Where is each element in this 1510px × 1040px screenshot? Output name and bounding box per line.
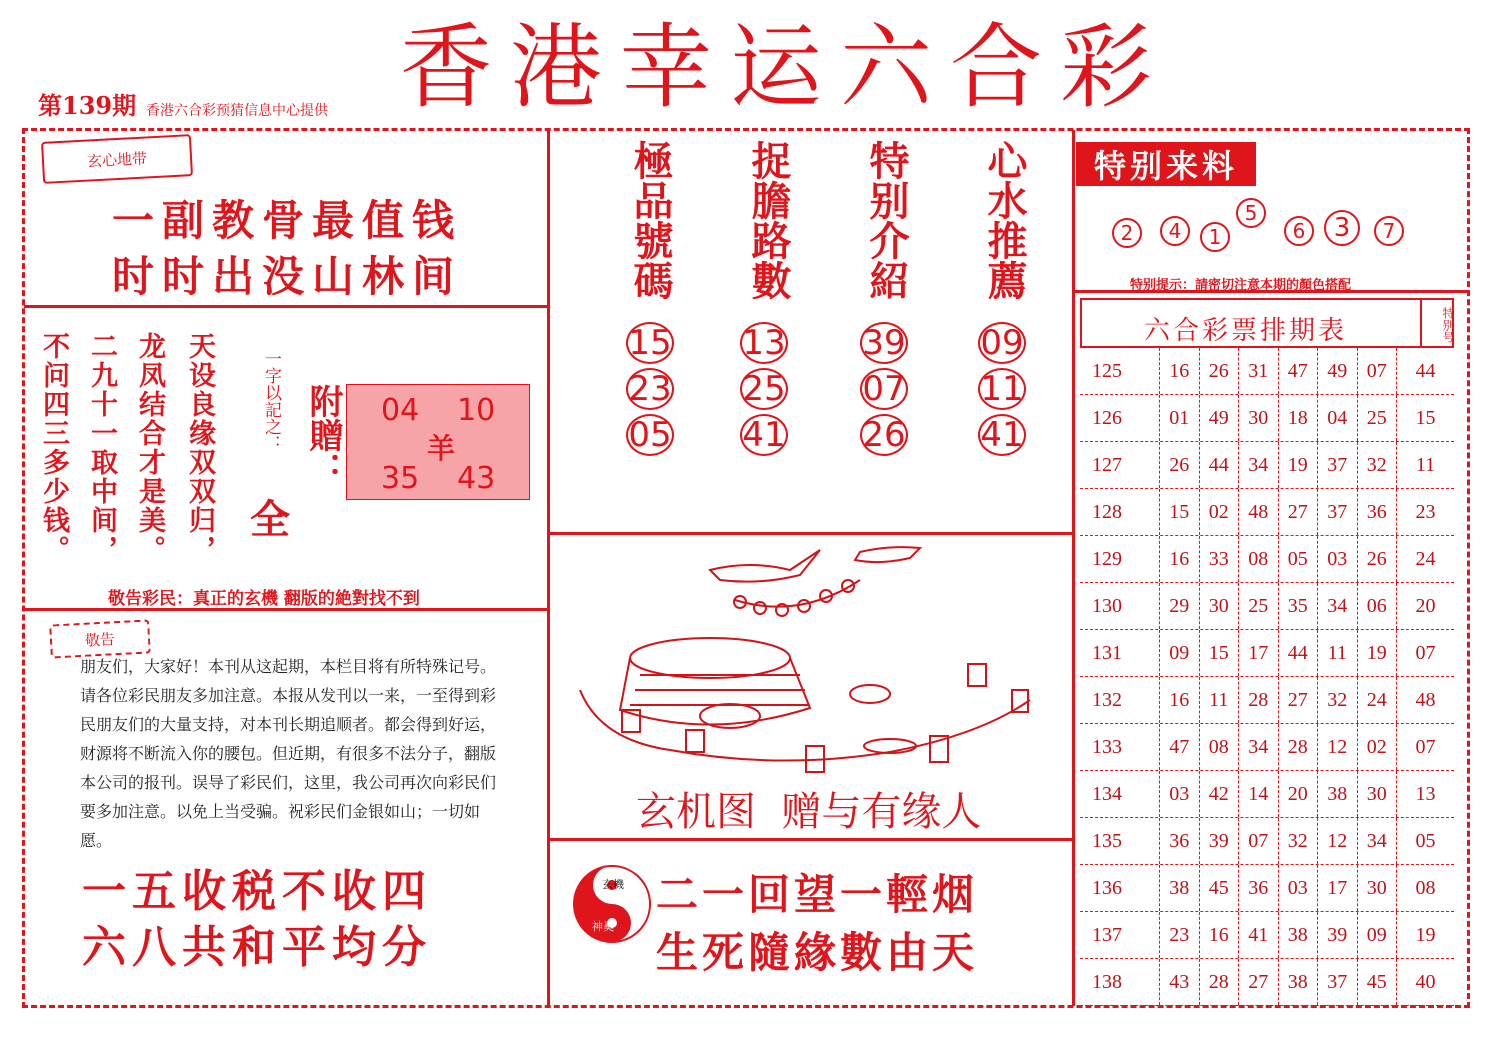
pick-number: 07 — [860, 368, 908, 410]
table-row — [1080, 912, 1454, 959]
verse-top-2: 时时出没山林间 — [112, 252, 463, 301]
verse-bottom-center-1: 二一回望一輕烟 — [656, 870, 979, 919]
number-cell: 25 — [1239, 583, 1279, 629]
number-cell: 01 — [1160, 395, 1200, 441]
number-cell: 44 — [1200, 442, 1240, 488]
period-cell: 130 — [1080, 583, 1160, 629]
column-title: 特别介紹 — [863, 140, 910, 300]
period-cell: 137 — [1080, 912, 1160, 958]
verse-bottom-left-2: 六八共和平均分 — [82, 922, 432, 973]
number-cell: 19 — [1358, 630, 1398, 676]
number-cell: 45 — [1358, 959, 1398, 1005]
table-row — [1080, 771, 1454, 818]
divider-center-1 — [550, 532, 1072, 535]
number-cell: 28 — [1239, 677, 1279, 723]
number-cell: 47 — [1279, 348, 1319, 394]
number-cell: 15 — [1200, 630, 1240, 676]
number-cell: 36 — [1358, 489, 1398, 535]
number-cell: 07 — [1239, 818, 1279, 864]
special-number: 7 — [1374, 216, 1404, 246]
period-cell: 135 — [1080, 818, 1160, 864]
pick-number: 09 — [978, 322, 1026, 364]
issue-number: 第139期 — [38, 91, 137, 120]
number-cell: 14 — [1239, 771, 1279, 817]
number-cell: 02 — [1358, 724, 1398, 770]
period-cell: 131 — [1080, 630, 1160, 676]
pick-number: 15 — [626, 322, 674, 364]
period-cell: 136 — [1080, 865, 1160, 911]
table-row — [1080, 442, 1454, 489]
number-cell: 16 — [1160, 536, 1200, 582]
special-number: 3 — [1324, 210, 1360, 246]
table-row — [1080, 724, 1454, 771]
number-cell: 12 — [1318, 818, 1358, 864]
table-row — [1080, 583, 1454, 630]
pick-number: 25 — [740, 368, 788, 410]
table-row — [1080, 395, 1454, 442]
gift-number: 04 — [381, 393, 420, 428]
schedule-rows — [1080, 348, 1454, 1006]
gift-number: 43 — [457, 461, 496, 496]
mystery-illustration — [560, 540, 1060, 780]
special-number: 4 — [1160, 216, 1190, 246]
number-cell: 38 — [1279, 959, 1319, 1005]
number-cell: 19 — [1279, 442, 1319, 488]
number-cell: 34 — [1239, 724, 1279, 770]
notice-stamp: 敬告 — [49, 619, 151, 658]
pick-number: 11 — [978, 368, 1026, 410]
period-cell: 126 — [1080, 395, 1160, 441]
number-cell: 28 — [1200, 959, 1240, 1005]
pick-number: 23 — [626, 368, 674, 410]
special-cell: 40 — [1415, 970, 1436, 993]
period-cell: 133 — [1080, 724, 1160, 770]
poem-column-2: 龙凤结合才是美。 — [134, 332, 165, 564]
period-cell: 134 — [1080, 771, 1160, 817]
table-row — [1080, 536, 1454, 583]
verse-bottom-left-1: 一五收税不收四 — [82, 866, 432, 917]
special-cell: 07 — [1415, 641, 1436, 664]
number-cell: 49 — [1200, 395, 1240, 441]
table-row — [1080, 348, 1454, 395]
number-cell: 12 — [1318, 724, 1358, 770]
period-cell: 132 — [1080, 677, 1160, 723]
number-cell: 26 — [1200, 348, 1240, 394]
number-cell: 08 — [1239, 536, 1279, 582]
special-number: 6 — [1284, 216, 1314, 246]
special-title: 特别来料 — [1076, 142, 1256, 186]
hint-character: 全 — [250, 496, 290, 543]
special-number: 2 — [1112, 218, 1142, 248]
number-cell: 20 — [1279, 771, 1319, 817]
number-cell: 44 — [1279, 630, 1319, 676]
number-cell: 34 — [1239, 442, 1279, 488]
issue-source: 香港六合彩预猜信息中心提供 — [146, 103, 328, 119]
table-row — [1080, 865, 1454, 912]
pick-number: 05 — [626, 414, 674, 456]
gift-number: 10 — [457, 393, 496, 428]
verse-bottom-center-2: 生死隨緣數由天 — [656, 928, 979, 977]
special-cell: 23 — [1415, 500, 1436, 523]
number-cell: 29 — [1160, 583, 1200, 629]
number-cell: 03 — [1318, 536, 1358, 582]
number-cell: 38 — [1279, 912, 1319, 958]
number-cell: 16 — [1200, 912, 1240, 958]
divider-right — [1072, 130, 1075, 1006]
schedule-header — [1080, 298, 1454, 348]
table-row — [1080, 677, 1454, 724]
yinyang-icon — [572, 864, 652, 944]
number-cell: 27 — [1279, 489, 1319, 535]
number-cell: 35 — [1279, 583, 1319, 629]
yinyang-text: 玄機 — [602, 878, 624, 891]
notice-text: 朋友们，大家好！本刊从这起期，本栏目将有所特殊记号。请各位彩民朋友多加注意。本报从发刊以一来，一至得到彩民朋友们的大量支持，对本刊长期追顺者。都会得到好运，财源将不断流入你的腰包。但近期，有很多不法分子，翻版本公司的报刊。误导了彩民们，这里，我公司再次向彩民们要多加注意。以免上当受骗。祝彩民们金银如山；一切如愿。 — [80, 657, 497, 850]
table-row — [1080, 489, 1454, 536]
table-row — [1080, 818, 1454, 865]
number-cell: 30 — [1200, 583, 1240, 629]
special-cell: 20 — [1415, 594, 1436, 617]
number-cell: 32 — [1358, 442, 1398, 488]
period-cell: 138 — [1080, 959, 1160, 1005]
number-cell: 09 — [1160, 630, 1200, 676]
number-cell: 32 — [1318, 677, 1358, 723]
number-cell: 30 — [1239, 395, 1279, 441]
verse-top-1: 一副教骨最值钱 — [112, 196, 463, 245]
number-cell: 37 — [1318, 489, 1358, 535]
special-cell: 48 — [1415, 688, 1436, 711]
number-cell: 39 — [1200, 818, 1240, 864]
number-cell: 09 — [1358, 912, 1398, 958]
number-cell: 43 — [1160, 959, 1200, 1005]
number-cell: 47 — [1160, 724, 1200, 770]
number-cell: 36 — [1160, 818, 1200, 864]
number-cell: 11 — [1318, 630, 1358, 676]
number-cell: 38 — [1160, 865, 1200, 911]
number-cell: 28 — [1279, 724, 1319, 770]
number-cell: 26 — [1358, 536, 1398, 582]
yinyang-text: 神奚 — [592, 920, 614, 933]
special-cell: 24 — [1415, 547, 1436, 570]
page-title: 香港幸运六合彩 — [400, 14, 1171, 121]
poem-column-4: 不问四三多少钱。 — [38, 332, 69, 564]
number-cell: 15 — [1160, 489, 1200, 535]
number-cell: 31 — [1239, 348, 1279, 394]
number-cell: 39 — [1318, 912, 1358, 958]
number-cell: 41 — [1239, 912, 1279, 958]
gift-box — [346, 384, 530, 500]
divider-left — [547, 130, 550, 1006]
special-number: 1 — [1200, 222, 1230, 252]
number-cell: 42 — [1200, 771, 1240, 817]
number-cell: 17 — [1318, 865, 1358, 911]
table-row — [1080, 630, 1454, 677]
column-title: 極品號碼 — [627, 140, 674, 300]
pick-number: 26 — [860, 414, 908, 456]
number-cell: 45 — [1200, 865, 1240, 911]
special-cell: 44 — [1415, 359, 1436, 382]
number-cell: 18 — [1279, 395, 1319, 441]
pick-number: 13 — [740, 322, 788, 364]
table-row — [1080, 959, 1454, 1006]
poem-column-3: 二九十一取中间， — [86, 332, 117, 564]
period-cell: 128 — [1080, 489, 1160, 535]
gift-label: 附贈： — [303, 384, 343, 486]
schedule-title: 六合彩票排期表 — [1144, 316, 1348, 346]
special-cell: 05 — [1415, 829, 1436, 852]
number-cell: 03 — [1279, 865, 1319, 911]
period-cell: 125 — [1080, 348, 1160, 394]
pick-number: 41 — [740, 414, 788, 456]
period-cell: 129 — [1080, 536, 1160, 582]
number-cell: 38 — [1318, 771, 1358, 817]
divider-left-1 — [24, 305, 547, 308]
number-cell: 48 — [1239, 489, 1279, 535]
number-cell: 16 — [1160, 348, 1200, 394]
special-cell: 08 — [1415, 876, 1436, 899]
divider-center-2 — [550, 838, 1072, 841]
number-cell: 02 — [1200, 489, 1240, 535]
special-tip: 特别提示：請密切注意本期的顏色搭配 — [1130, 278, 1352, 293]
special-cell: 19 — [1415, 923, 1436, 946]
special-cell: 07 — [1415, 735, 1436, 758]
number-cell: 06 — [1358, 583, 1398, 629]
number-cell: 25 — [1358, 395, 1398, 441]
special-cell: 13 — [1415, 782, 1436, 805]
number-cell: 49 — [1318, 348, 1358, 394]
gift-number: 35 — [381, 461, 420, 496]
column-title: 心水推薦 — [981, 140, 1028, 300]
hint-small: 一字以記之： — [261, 350, 281, 452]
warning-line: 敬告彩民：真正的玄機 翻版的絶對找不到 — [108, 589, 420, 609]
special-cell: 11 — [1415, 453, 1436, 476]
pick-number: 41 — [978, 414, 1026, 456]
number-cell: 34 — [1358, 818, 1398, 864]
number-cell: 30 — [1358, 865, 1398, 911]
special-cell: 15 — [1415, 406, 1436, 429]
pick-number: 39 — [860, 322, 908, 364]
number-cell: 16 — [1160, 677, 1200, 723]
number-cell: 33 — [1200, 536, 1240, 582]
special-number-label: 特别号 — [1420, 300, 1454, 346]
poem-column-1: 天设良缘双双归， — [184, 332, 215, 564]
number-cell: 08 — [1200, 724, 1240, 770]
number-cell: 17 — [1239, 630, 1279, 676]
number-cell: 05 — [1279, 536, 1319, 582]
stamp-label: 玄心地带 — [41, 134, 193, 184]
number-cell: 07 — [1358, 348, 1398, 394]
number-cell: 11 — [1200, 677, 1240, 723]
number-cell: 37 — [1318, 442, 1358, 488]
period-cell: 127 — [1080, 442, 1160, 488]
number-cell: 04 — [1318, 395, 1358, 441]
number-cell: 36 — [1239, 865, 1279, 911]
number-cell: 26 — [1160, 442, 1200, 488]
special-number: 5 — [1236, 198, 1266, 228]
number-cell: 27 — [1239, 959, 1279, 1005]
number-cell: 27 — [1279, 677, 1319, 723]
column-title: 捉膽路數 — [745, 140, 792, 300]
gift-animal: 羊 — [427, 432, 456, 465]
number-cell: 03 — [1160, 771, 1200, 817]
illustration-caption: 玄机图 赠与有缘人 — [636, 789, 982, 835]
number-cell: 37 — [1318, 959, 1358, 1005]
number-cell: 34 — [1318, 583, 1358, 629]
number-cell: 24 — [1358, 677, 1398, 723]
number-cell: 30 — [1358, 771, 1398, 817]
number-cell: 32 — [1279, 818, 1319, 864]
number-cell: 23 — [1160, 912, 1200, 958]
